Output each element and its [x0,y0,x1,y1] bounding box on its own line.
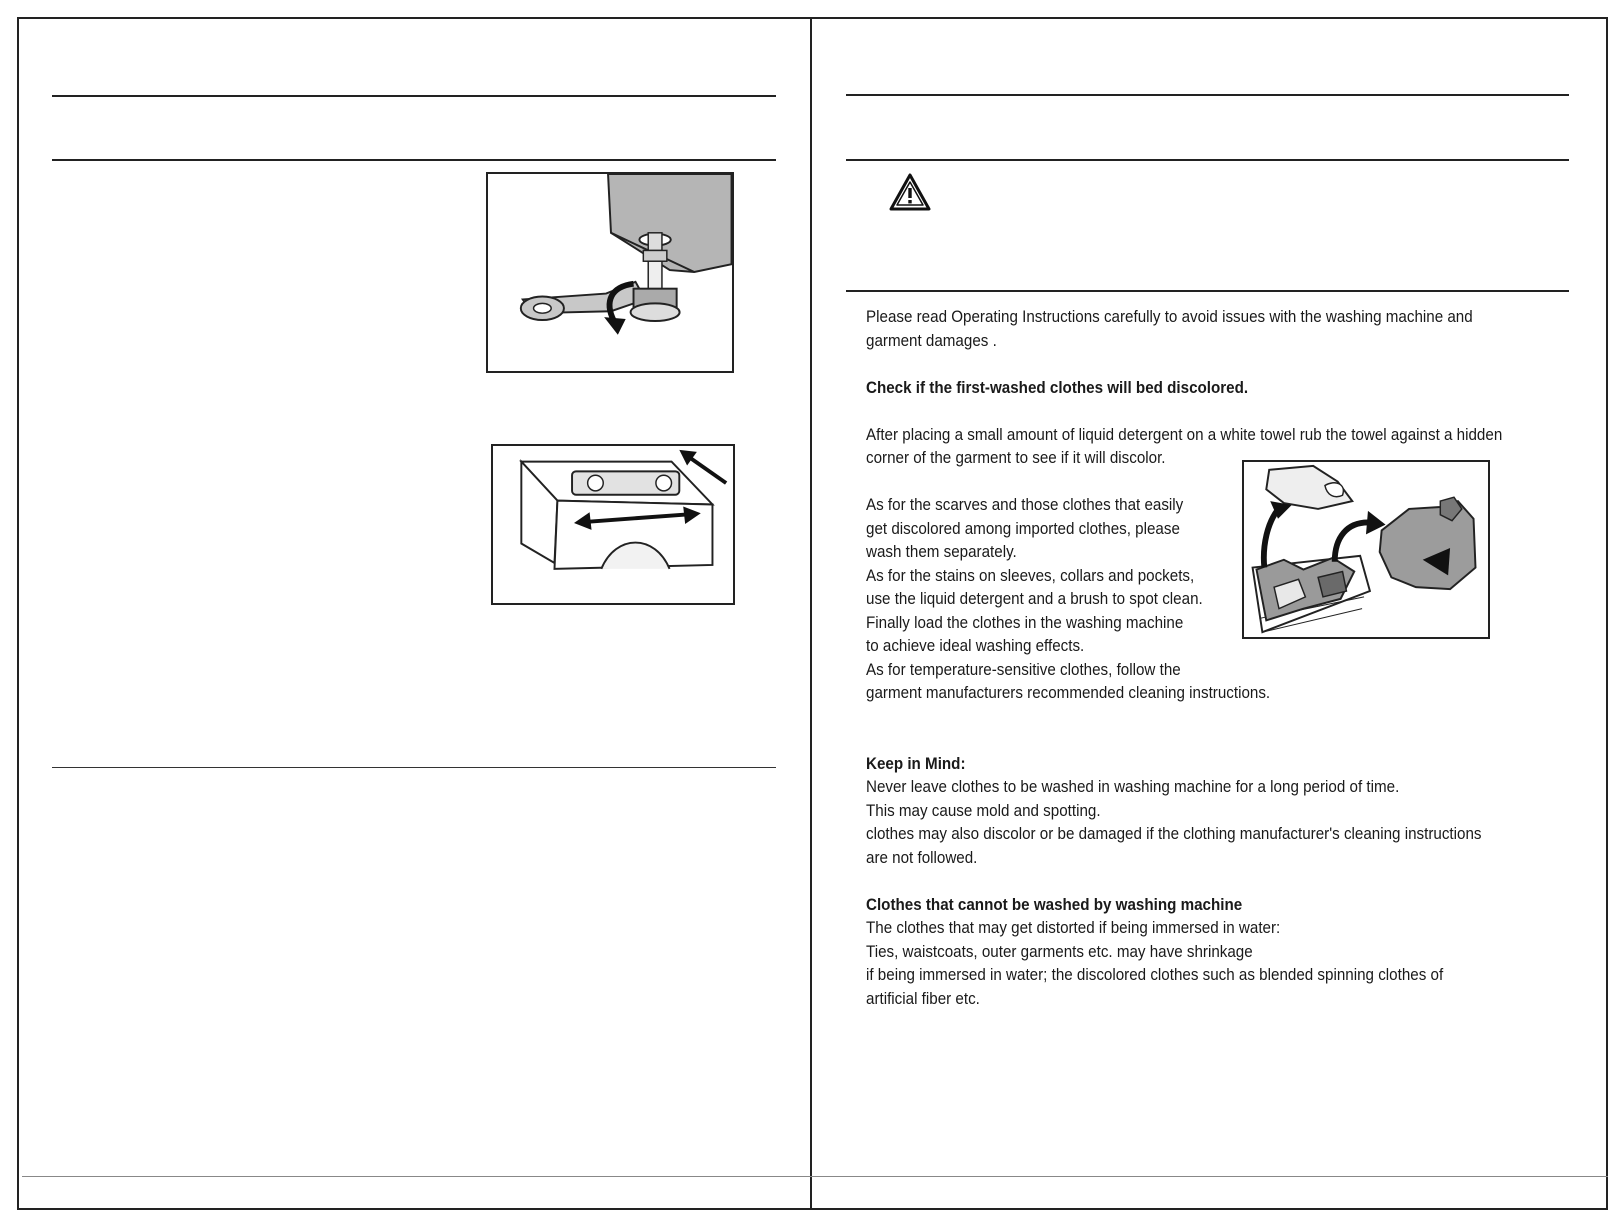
check-heading: Check if the first-washed clothes will bed discolored. [866,378,1249,397]
footer-line [22,1176,1608,1177]
left-header-rule-top [52,95,776,97]
care-line-3: wash them separately. [866,543,1017,561]
intro-line-2: garment damages . [866,331,997,350]
instructions-text-block [866,306,1502,1011]
not-washable-heading: Clothes that cannot be washed by washing machine [866,895,1243,914]
care-line-6: Finally load the clothes in the washing machine [866,613,1184,632]
keep-in-mind-line-1: Never leave clothes to be washed in washing machine for a long period of time. [866,778,1400,796]
leveling-foot-drawing [488,174,732,371]
not-washable-line-3: if being immersed in water; the discolored clothes such as blended spinning clothes of [866,966,1444,984]
keep-in-mind-heading: Keep in Mind: [866,754,966,773]
right-header-rule-middle [846,159,1569,161]
page-divider [810,17,812,1210]
care-line-2: get discolored among imported clothes, please [866,519,1180,538]
intro-line-1: Please read Operating Instructions carefully to avoid issues with the washing machine and [866,308,1473,326]
left-section-rule [52,767,776,768]
right-header-rule-top [846,94,1569,96]
care-line-8: As for temperature-sensitive clothes, follow the [866,660,1181,679]
care-line-5: use the liquid detergent and a brush to spot clean. [866,590,1203,608]
keep-in-mind-line-4: are not followed. [866,848,978,867]
care-line-9: garment manufacturers recommended cleaning instructions. [866,684,1271,702]
care-line-4: As for the stains on sleeves, collars and pockets, [866,566,1195,585]
machine-adjustment-drawing [493,446,733,603]
not-washable-line-1: The clothes that may get distorted if being immersed in water: [866,919,1281,937]
right-header-rule-bottom [846,290,1569,292]
check-line-2: corner of the garment to see if it will discolor. [866,449,1166,467]
machine-adjustment-illustration [491,444,735,605]
warning-triangle-icon [888,172,932,212]
care-line-7: to achieve ideal washing effects. [866,637,1085,655]
keep-in-mind-line-2: This may cause mold and spotting. [866,801,1101,820]
check-line-1: After placing a small amount of liquid detergent on a white towel rub the towel against a hidden [866,425,1503,444]
left-header-rule-bottom [52,159,776,161]
care-line-1: As for the scarves and those clothes that easily [866,496,1184,514]
leveling-foot-illustration [486,172,734,373]
not-washable-line-2: Ties, waistcoats, outer garments etc. may have shrinkage [866,942,1253,961]
keep-in-mind-line-3: clothes may also discolor or be damaged if the clothing manufacturer's cleaning instructions [866,825,1482,843]
not-washable-line-4: artificial fiber etc. [866,989,980,1008]
